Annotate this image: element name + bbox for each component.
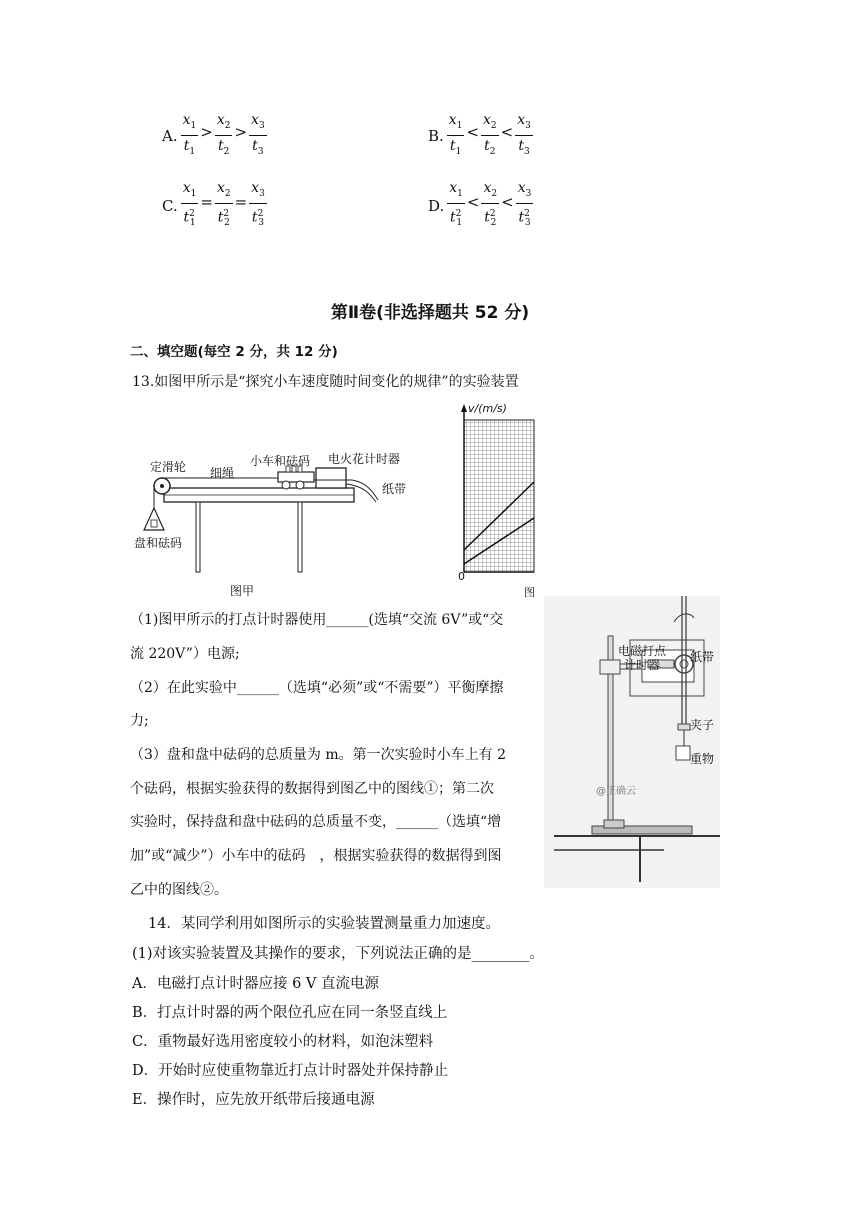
graph-origin: 0 <box>458 570 465 583</box>
label-rope: 细绳 <box>210 466 235 480</box>
q13-p3e: 乙中的图线②。 <box>130 882 228 898</box>
q13-p3c: 实验时，保持盘和盘中砝码的总质量不变，______（选填“增 <box>130 814 502 830</box>
label-cart: 小车和砝码 <box>250 454 311 468</box>
q14-sub1: (1)对该实验装置及其操作的要求，下列说法正确的是________。 <box>132 946 545 962</box>
label-em-timer-2: 计时器 <box>624 658 661 672</box>
watermark: @正确云 <box>596 786 636 797</box>
q14-choice-b: B．打点计时器的两个限位孔应在同一条竖直线上 <box>132 1005 448 1021</box>
relation: > <box>234 122 248 141</box>
option-letter: D. <box>428 196 445 215</box>
fraction: $\frac{x_3}{t_3}$ <box>251 112 265 157</box>
label-tape-right: 纸带 <box>690 650 715 664</box>
relation: < <box>501 192 514 211</box>
q14-stem: 14．某同学利用如图所示的实验装置测量重力加速度。 <box>148 916 500 932</box>
option-letter: C. <box>162 196 178 215</box>
relation: < <box>466 122 480 141</box>
q13-p3a: （3）盘和盘中砝码的总质量为 m。第一次实验时小车上有 2 <box>130 747 506 763</box>
fraction: $\frac{x_2}{t_2}$ <box>216 112 231 157</box>
label-em-timer-1: 电磁打点 <box>618 644 667 658</box>
fraction: $\frac{x_2}{t^2_2}$ <box>483 180 498 229</box>
relation: = <box>200 192 213 211</box>
option-letter: B. <box>428 126 444 145</box>
q13-p3d: 加”或“减少”）小车中的砝码 ，根据实验获得的数据得到图 <box>130 848 502 864</box>
fraction: $\frac{x_3}{t_3}$ <box>517 112 531 157</box>
relation: > <box>200 122 213 141</box>
section-title: 第Ⅱ卷(非选择题共 52 分) <box>330 303 530 323</box>
fraction: $\frac{x_2}{t_2}$ <box>483 112 497 157</box>
relation: < <box>466 192 480 211</box>
fraction: $\frac{x_2}{t^2_2}$ <box>216 180 231 229</box>
caption-yi: 图 <box>524 586 535 599</box>
fraction: $\frac{x_3}{t^2_3}$ <box>517 180 532 229</box>
q13-p3b: 个砝码，根据实验获得的数据得到图乙中的图线①；第二次 <box>130 781 494 797</box>
fraction: $\frac{x_1}{t^2_1}$ <box>182 180 197 229</box>
q13-p2b: 力; <box>130 713 149 729</box>
fraction: $\frac{x_1}{t_1}$ <box>182 112 197 157</box>
section-heading: 二、填空题(每空 2 分，共 12 分) <box>130 344 338 360</box>
option-a <box>162 112 268 160</box>
fraction: $\frac{x_1}{t^2_1}$ <box>449 180 463 229</box>
label-timer: 电火花计时器 <box>328 452 401 466</box>
q14-choice-c: C．重物最好选用密度较小的材料，如泡沫塑料 <box>132 1034 434 1050</box>
q14-choice-d: D．开始时应使重物靠近打点计时器处并保持静止 <box>132 1063 449 1079</box>
q13-stem: 13.如图甲所示是“探究小车速度随时间变化的规律”的实验装置 <box>132 374 519 390</box>
caption-jia: 图甲 <box>230 584 255 598</box>
option-b <box>428 112 534 160</box>
q13-p1b: 流 220V”）电源; <box>130 646 240 662</box>
label-weight: 重物 <box>690 752 715 766</box>
q14-choice-a: A．电磁打点计时器应接 6 V 直流电源 <box>132 976 379 992</box>
figure-drop-drawing <box>544 596 720 888</box>
fraction: $\frac{x_3}{t^2_3}$ <box>251 180 265 229</box>
option-d <box>428 180 534 231</box>
graph-ylabel: v/(m/s) <box>468 402 507 415</box>
q13-p2a: （2）在此实验中______（选填“必须”或“不需要”）平衡摩擦 <box>130 680 504 696</box>
label-tape: 纸带 <box>382 482 407 496</box>
q14-choice-e: E．操作时，应先放开纸带后接通电源 <box>132 1092 375 1108</box>
fraction: $\frac{x_1}{t_1}$ <box>448 112 463 157</box>
option-letter: A. <box>162 126 178 145</box>
relation: < <box>500 122 514 141</box>
q13-p1a: （1)图甲所示的打点计时器使用______(选填“交流 6V”或“交 <box>130 612 504 628</box>
label-pan: 盘和砝码 <box>134 536 183 550</box>
label-pulley: 定滑轮 <box>150 460 187 474</box>
option-c <box>162 180 268 231</box>
relation: = <box>234 192 248 211</box>
label-clip: 夹子 <box>690 718 715 732</box>
